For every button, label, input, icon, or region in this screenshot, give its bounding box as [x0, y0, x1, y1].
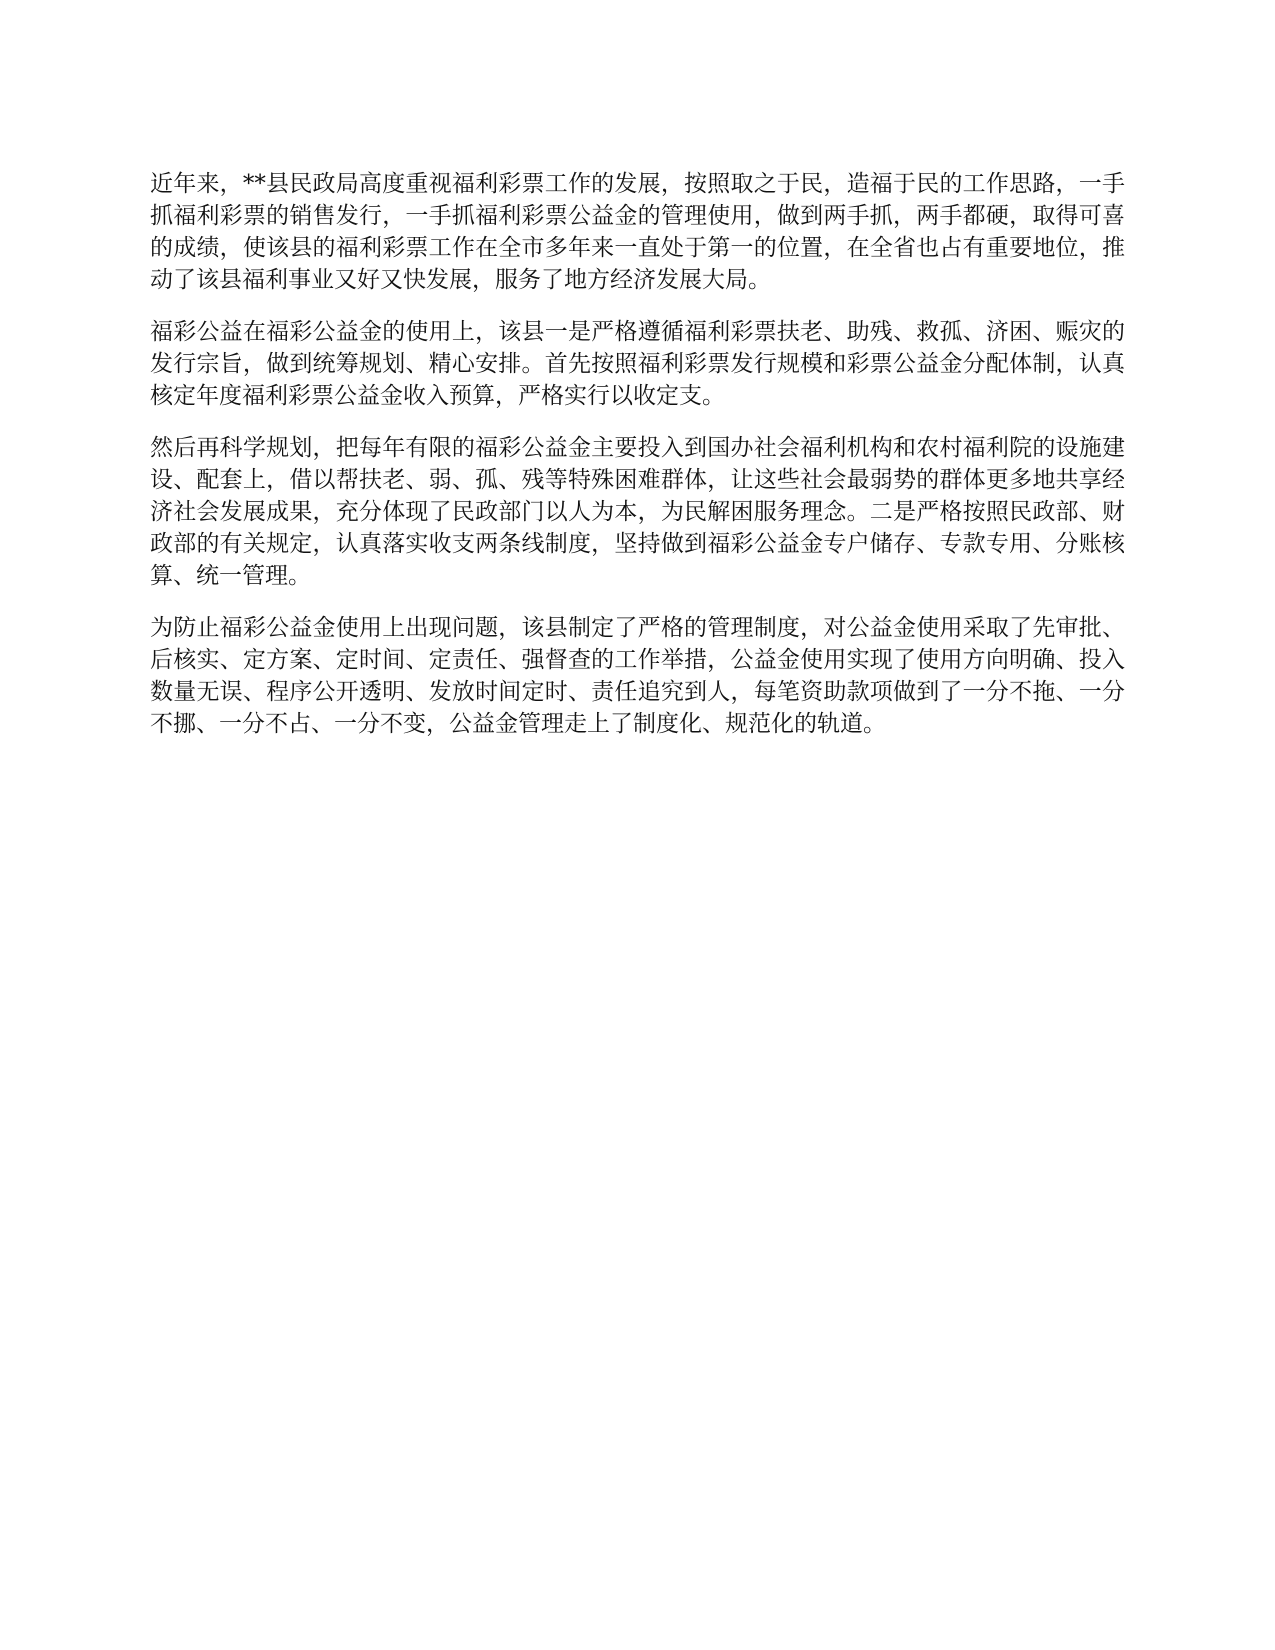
- paragraph-2: 福彩公益在福彩公益金的使用上，该县一是严格遵循福利彩票扶老、助残、救孤、济困、赈灾的发行宗旨，做到统筹规划、精心安排。首先按照福利彩票发行规模和彩票公益金分配体制，认真核定年度福利彩票公益金收入预算，严格实行以收定支。: [150, 319, 1125, 409]
- document-body: [150, 168, 1125, 760]
- paragraph-1: 近年来，**县民政局高度重视福利彩票工作的发展，按照取之于民，造福于民的工作思路，一手抓福利彩票的销售发行，一手抓福利彩票公益金的管理使用，做到两手抓，两手都硬，取得可喜的成绩，使该县的福利彩票工作在全市多年来一直处于第一的位置，在全省也占有重要地位，推动了该县福利事业又好又快发展，服务了地方经济发展大局。: [150, 171, 1125, 293]
- paragraph-4: 为防止福彩公益金使用上出现问题，该县制定了严格的管理制度，对公益金使用采取了先审批、后核实、定方案、定时间、定责任、强督查的工作举措，公益金使用实现了使用方向明确、投入数量无误、程序公开透明、发放时间定时、责任追究到人，每笔资助款项做到了一分不拖、一分不挪、一分不占、一分不变，公益金管理走上了制度化、规范化的轨道。: [150, 615, 1125, 737]
- paragraph-3: 然后再科学规划，把每年有限的福彩公益金主要投入到国办社会福利机构和农村福利院的设施建设、配套上，借以帮扶老、弱、孤、残等特殊困难群体，让这些社会最弱势的群体更多地共享经济社会发展成果，充分体现了民政部门以人为本，为民解困服务理念。二是严格按照民政部、财政部的有关规定，认真落实收支两条线制度，坚持做到福彩公益金专户储存、专款专用、分账核算、统一管理。: [150, 435, 1125, 589]
